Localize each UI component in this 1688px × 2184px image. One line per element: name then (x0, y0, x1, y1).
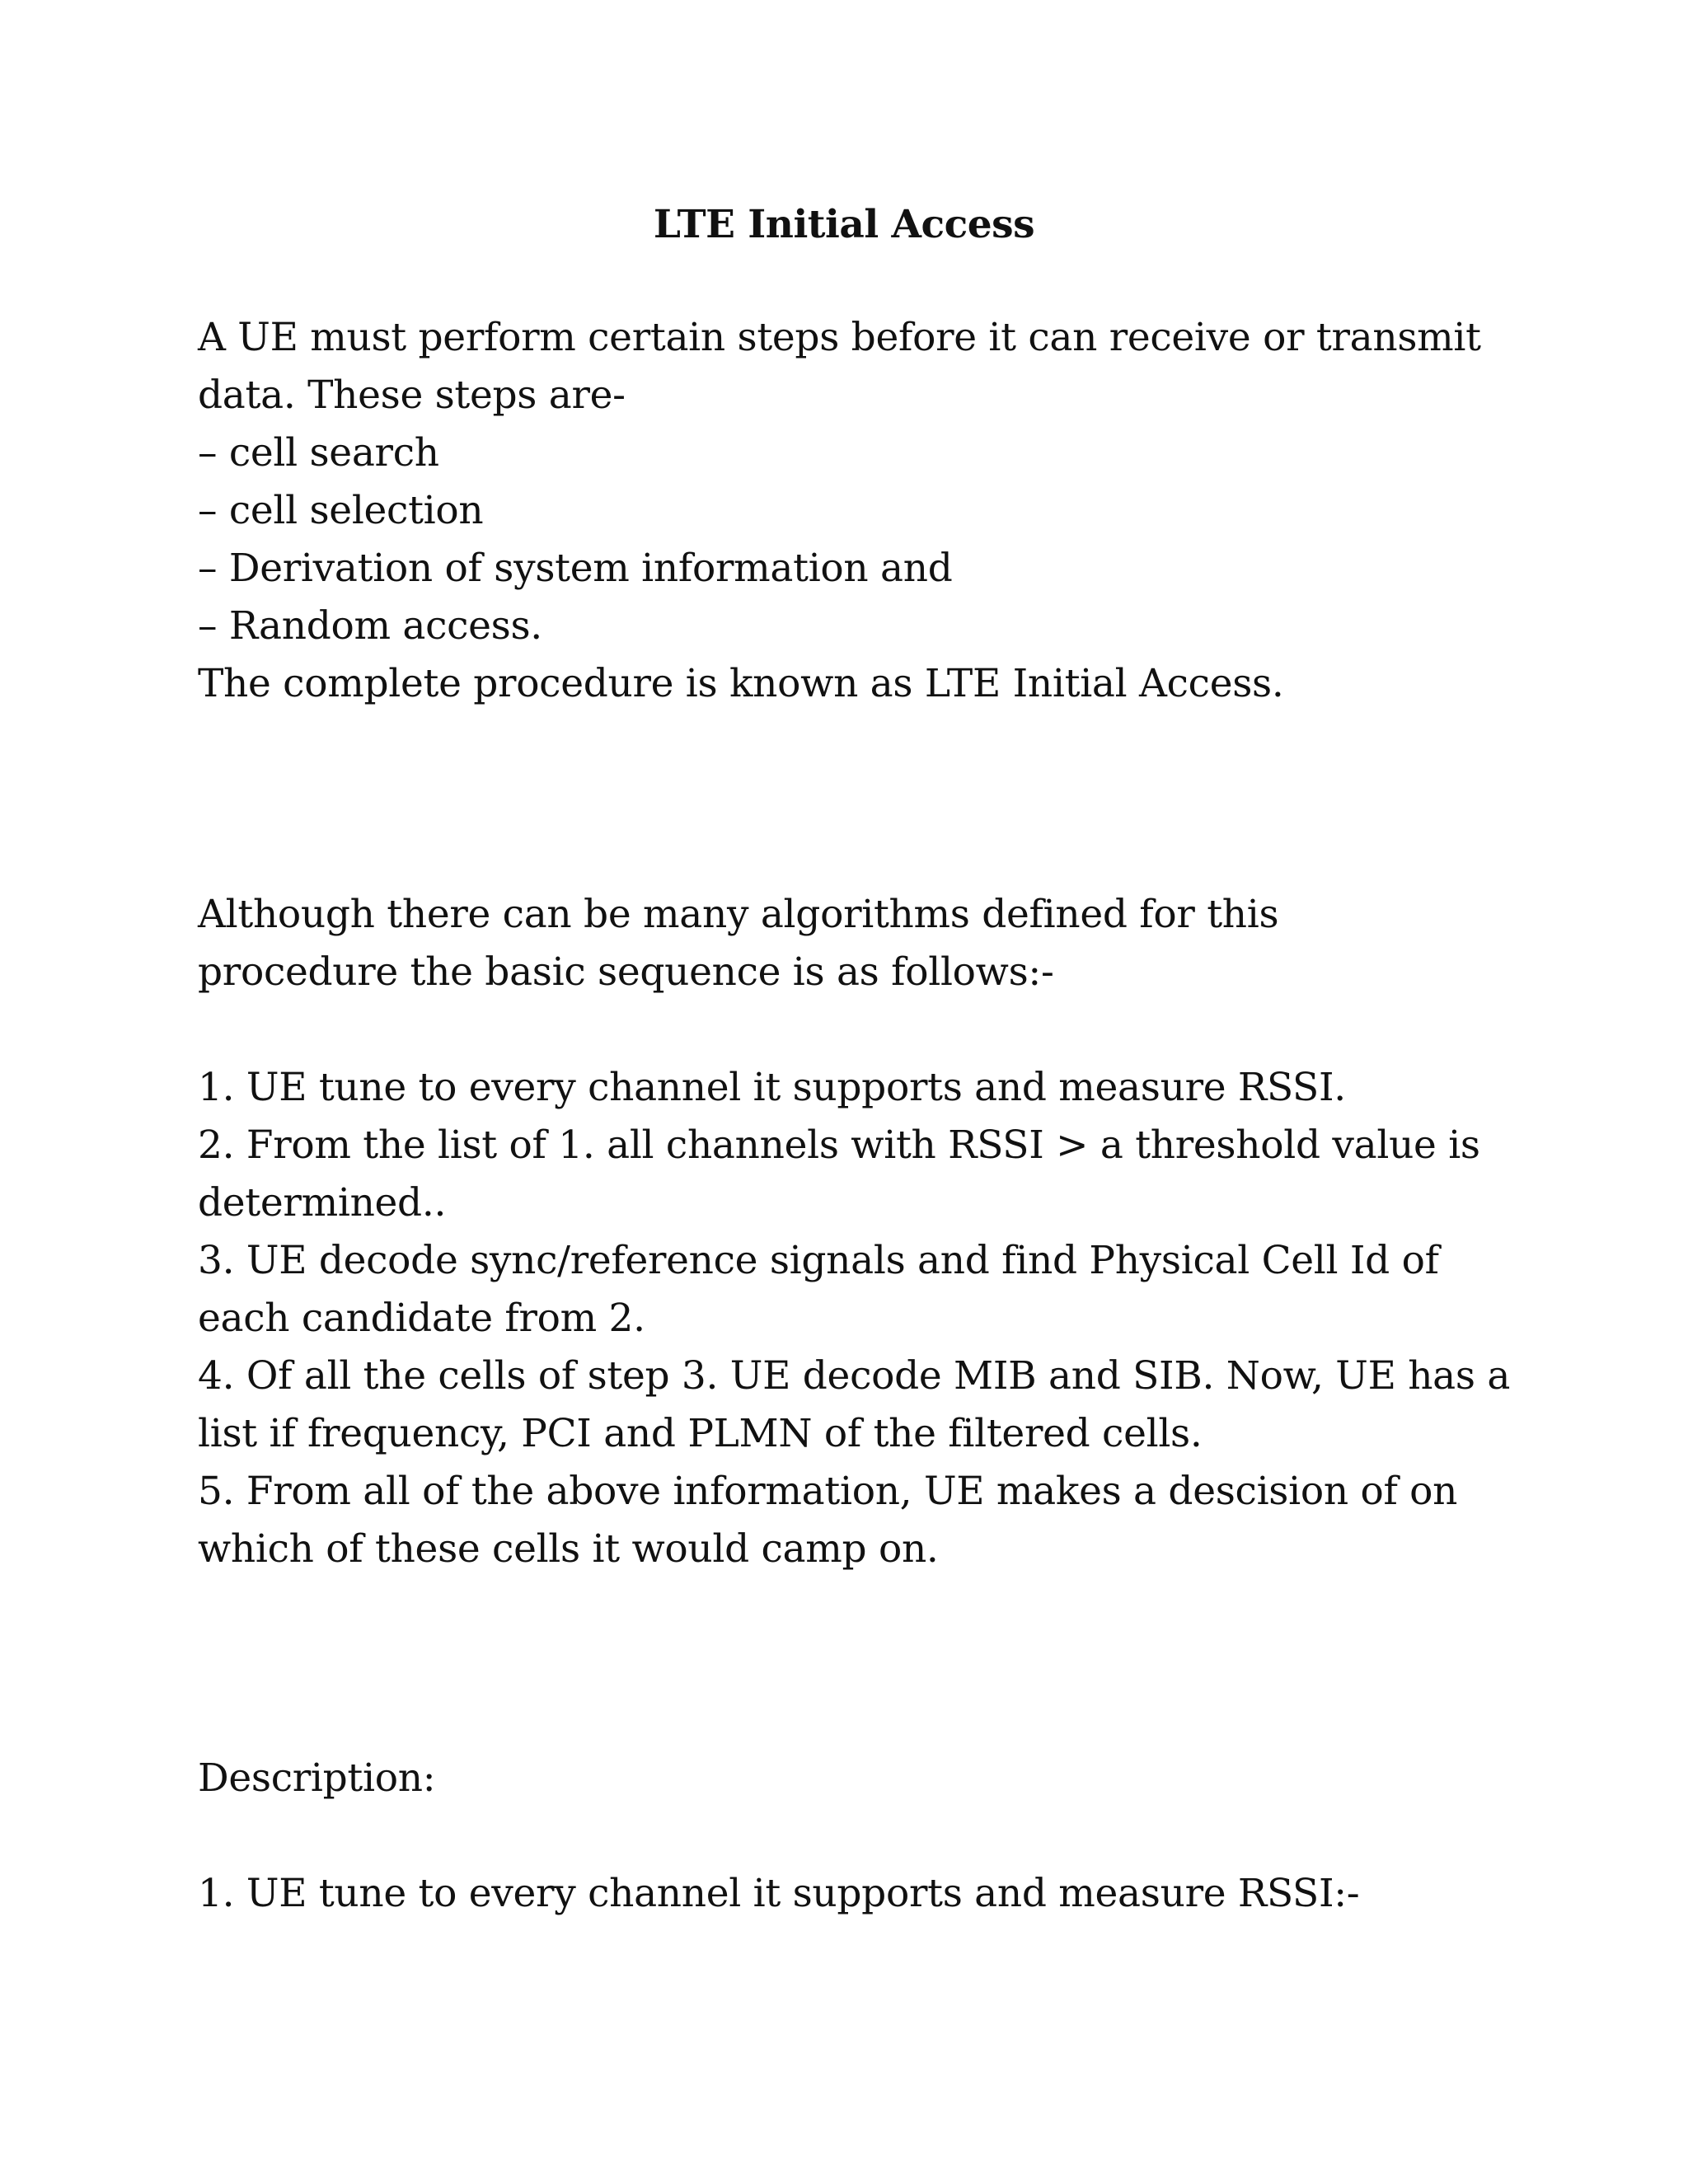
intro-line: – cell search (198, 430, 439, 476)
description-spacer (198, 1807, 1517, 1865)
intro-line: A UE must perform certain steps before it can receive or transmit (198, 315, 1481, 360)
sequence-line: which of these cells it would camp on. (198, 1526, 939, 1572)
intro-line: – Random access. (198, 603, 542, 649)
sequence-line: 4. Of all the cells of step 3. UE decode MIB and SIB. Now, UE has a (198, 1353, 1511, 1399)
sequence-paragraph (198, 886, 1517, 1578)
intro-line: data. These steps are- (198, 373, 626, 418)
description-heading: Description: (198, 1755, 436, 1801)
sequence-line: determined.. (198, 1180, 447, 1226)
intro-line: – cell selection (198, 488, 484, 533)
sequence-blank-line (198, 1001, 1517, 1059)
intro-line: The complete procedure is known as LTE Initial Access. (198, 661, 1284, 706)
document-title: LTE Initial Access (653, 202, 1035, 247)
sequence-line: 1. UE tune to every channel it supports and measure RSSI. (198, 1065, 1346, 1110)
sequence-line: 5. From all of the above information, UE makes a descision of on (198, 1469, 1458, 1514)
sequence-line: list if frequency, PCI and PLMN of the filtered cells. (198, 1411, 1203, 1456)
sequence-line: each candidate from 2. (198, 1296, 645, 1341)
description-item: 1. UE tune to every channel it supports and measure RSSI:- (198, 1871, 1360, 1916)
intro-paragraph (198, 309, 1517, 713)
sequence-line: 3. UE decode sync/reference signals and find Physical Cell Id of (198, 1238, 1439, 1283)
sequence-line: procedure the basic sequence is as follows:- (198, 949, 1054, 995)
sequence-line: 2. From the list of 1. all channels with RSSI > a threshold value is (198, 1122, 1480, 1168)
intro-line: – Derivation of system information and (198, 546, 953, 591)
sequence-line: Although there can be many algorithms defined for this (198, 892, 1279, 937)
description-section (198, 1750, 1517, 1923)
